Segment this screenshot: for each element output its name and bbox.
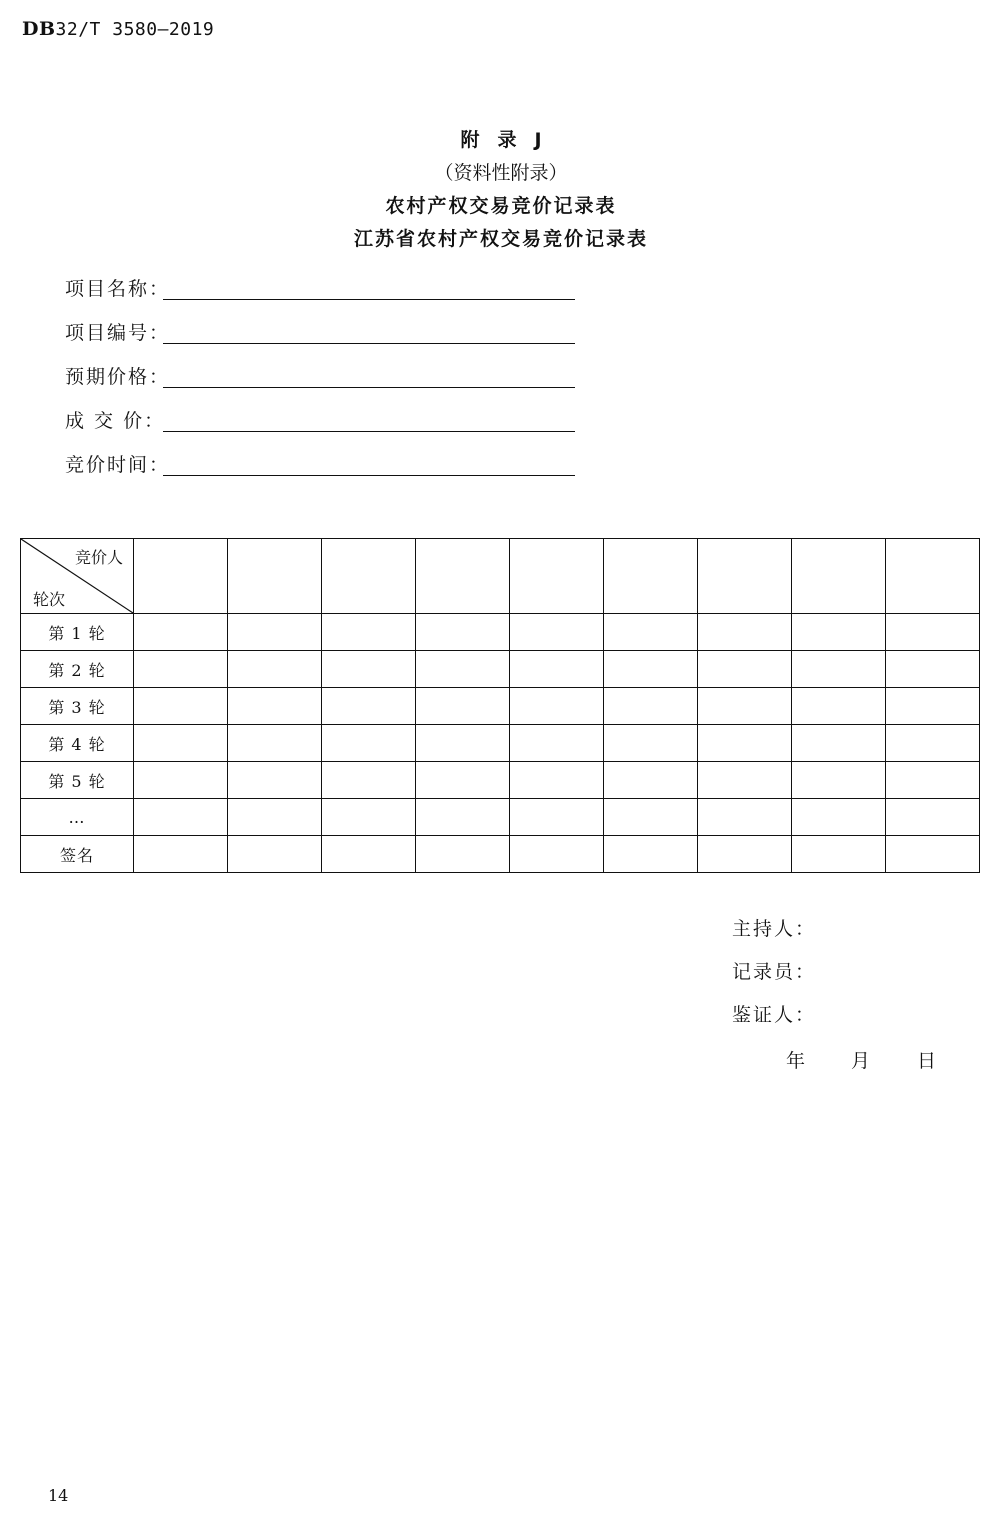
- round-header-label: 轮次: [33, 590, 66, 609]
- bidder-header-cell[interactable]: [134, 539, 228, 614]
- bid-cell[interactable]: [228, 762, 322, 799]
- bid-cell[interactable]: [134, 651, 228, 688]
- form-subtitle: 江苏省农村产权交易竞价记录表: [353, 228, 648, 250]
- bidding-record-table: [20, 538, 980, 873]
- bid-cell[interactable]: [886, 651, 980, 688]
- signature-cell[interactable]: [134, 836, 228, 873]
- bid-cell[interactable]: [416, 614, 510, 651]
- bid-cell[interactable]: [228, 725, 322, 762]
- field-label: 预期价格：: [65, 366, 171, 388]
- bid-cell[interactable]: [604, 762, 698, 799]
- bid-cell[interactable]: [792, 799, 886, 836]
- field-label: 成 交 价：: [65, 410, 166, 432]
- bid-cell[interactable]: [886, 762, 980, 799]
- bidder-header-cell[interactable]: [792, 539, 886, 614]
- bidder-header-cell[interactable]: [228, 539, 322, 614]
- bid-cell[interactable]: [228, 614, 322, 651]
- bid-cell[interactable]: [698, 799, 792, 836]
- table-row-signature: [21, 836, 980, 873]
- table-row: [21, 762, 980, 799]
- signature-cell[interactable]: [322, 836, 416, 873]
- signoff-block: [732, 914, 816, 1043]
- table-row: [21, 614, 980, 651]
- bid-cell[interactable]: [886, 725, 980, 762]
- bid-cell[interactable]: [134, 799, 228, 836]
- bidder-header-cell[interactable]: [322, 539, 416, 614]
- bid-cell[interactable]: [416, 799, 510, 836]
- bid-cell[interactable]: [322, 725, 416, 762]
- bid-cell[interactable]: [416, 688, 510, 725]
- signature-cell[interactable]: [228, 836, 322, 873]
- date-day-label: 日: [917, 1050, 937, 1072]
- standard-code: [22, 18, 214, 40]
- header-corner-cell: [21, 539, 134, 614]
- bid-cell[interactable]: [886, 688, 980, 725]
- bid-cell[interactable]: [698, 651, 792, 688]
- bid-cell[interactable]: [322, 614, 416, 651]
- bid-cell[interactable]: [792, 688, 886, 725]
- bid-cell[interactable]: [134, 688, 228, 725]
- bid-cell[interactable]: [510, 614, 604, 651]
- signature-label: 签名: [21, 836, 134, 873]
- fill-in-line[interactable]: [163, 475, 575, 476]
- recorder-label: 记录员：: [732, 961, 817, 983]
- bid-cell[interactable]: [416, 651, 510, 688]
- fill-in-line[interactable]: [163, 431, 575, 432]
- round-label: 第 1 轮: [21, 614, 134, 651]
- bidder-header-cell[interactable]: [886, 539, 980, 614]
- bid-cell[interactable]: [228, 651, 322, 688]
- table-row: [21, 799, 980, 836]
- bid-cell[interactable]: [510, 762, 604, 799]
- bid-cell[interactable]: [698, 725, 792, 762]
- bid-cell[interactable]: [322, 762, 416, 799]
- bid-cell[interactable]: [792, 762, 886, 799]
- bid-cell[interactable]: [792, 614, 886, 651]
- round-label: 第 5 轮: [21, 762, 134, 799]
- host-label: 主持人：: [732, 918, 817, 940]
- field-label: 项目编号：: [65, 322, 171, 344]
- signature-cell[interactable]: [886, 836, 980, 873]
- bid-cell[interactable]: [510, 799, 604, 836]
- table-row: [21, 688, 980, 725]
- table-header-row: [21, 539, 980, 614]
- bid-cell[interactable]: [416, 762, 510, 799]
- fill-in-line[interactable]: [163, 299, 575, 300]
- standard-code-prefix: DB: [22, 18, 56, 40]
- signature-cell[interactable]: [510, 836, 604, 873]
- date-month-label: 月: [851, 1050, 871, 1072]
- table-row: [21, 725, 980, 762]
- bid-cell[interactable]: [886, 614, 980, 651]
- signature-cell[interactable]: [792, 836, 886, 873]
- bid-cell[interactable]: [322, 688, 416, 725]
- round-label-ellipsis: …: [21, 799, 134, 836]
- signature-cell[interactable]: [604, 836, 698, 873]
- bid-cell[interactable]: [604, 614, 698, 651]
- bidder-header-cell[interactable]: [510, 539, 604, 614]
- signature-cell[interactable]: [698, 836, 792, 873]
- bid-cell[interactable]: [416, 725, 510, 762]
- appendix-nature: （资料性附录）: [434, 162, 568, 184]
- bid-cell[interactable]: [604, 688, 698, 725]
- fill-in-line[interactable]: [163, 343, 575, 344]
- bid-cell[interactable]: [510, 725, 604, 762]
- bid-cell[interactable]: [698, 762, 792, 799]
- bid-cell[interactable]: [604, 725, 698, 762]
- witness-label: 鉴证人：: [732, 1004, 817, 1026]
- bid-cell[interactable]: [604, 651, 698, 688]
- bidder-header-cell[interactable]: [416, 539, 510, 614]
- date-year-label: 年: [786, 1050, 806, 1072]
- bid-cell[interactable]: [134, 725, 228, 762]
- bid-cell[interactable]: [322, 651, 416, 688]
- bid-cell[interactable]: [134, 762, 228, 799]
- field-label: 项目名称：: [65, 278, 171, 300]
- bid-cell[interactable]: [604, 799, 698, 836]
- page-number: 14: [48, 1486, 69, 1505]
- standard-code-number: 32/T 3580—2019: [55, 19, 215, 40]
- bid-cell[interactable]: [886, 799, 980, 836]
- bidder-header-cell[interactable]: [698, 539, 792, 614]
- bid-cell[interactable]: [510, 651, 604, 688]
- round-label: 第 4 轮: [21, 725, 134, 762]
- bid-cell[interactable]: [228, 688, 322, 725]
- field-label: 竞价时间：: [65, 454, 171, 476]
- fill-in-line[interactable]: [163, 387, 575, 388]
- bidder-header-label: 竞价人: [74, 548, 123, 567]
- bid-cell[interactable]: [322, 799, 416, 836]
- title-block: [0, 124, 1002, 256]
- form-title: 农村产权交易竞价记录表: [385, 195, 617, 217]
- table-row: [21, 651, 980, 688]
- bid-cell[interactable]: [792, 725, 886, 762]
- bid-cell[interactable]: [510, 688, 604, 725]
- bid-cell[interactable]: [228, 799, 322, 836]
- round-label: 第 2 轮: [21, 651, 134, 688]
- bid-cell[interactable]: [134, 614, 228, 651]
- bid-cell[interactable]: [792, 651, 886, 688]
- appendix-heading: 附录J: [460, 129, 560, 151]
- signature-cell[interactable]: [416, 836, 510, 873]
- bid-cell[interactable]: [698, 614, 792, 651]
- bidder-header-cell[interactable]: [604, 539, 698, 614]
- bid-cell[interactable]: [698, 688, 792, 725]
- round-label: 第 3 轮: [21, 688, 134, 725]
